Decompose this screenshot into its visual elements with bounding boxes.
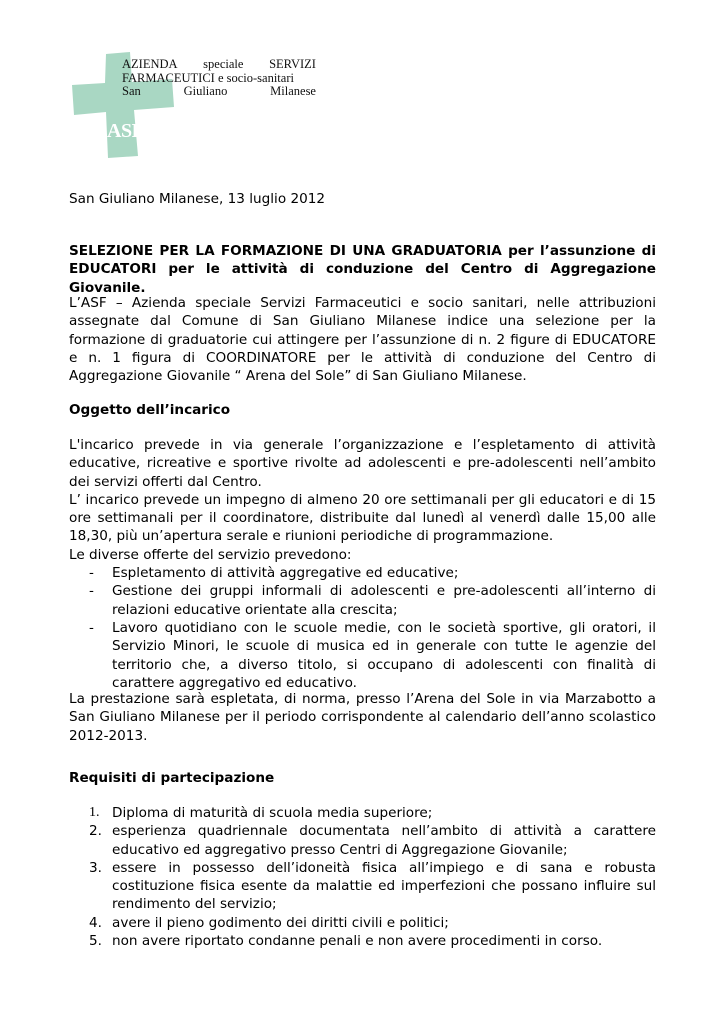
title-bold-part: SELEZIONE PER LA FORMAZIONE DI UNA GRADUATORIA [69,243,502,259]
list-number: 3. [89,859,102,876]
letterhead-line3: San Giuliano Milanese [122,84,316,98]
title-rest: per l’assunzione di EDUCATORI per le attività di conduzione del Centro di Aggregazione Giovanile. [69,243,656,296]
letterhead-text [122,58,316,99]
section2-heading: Requisiti di partecipazione [69,770,275,786]
list-item: 1. Diploma di maturità di scuola media superiore; [89,805,433,821]
bullet-dash: - [89,619,94,636]
list-item: 3. essere in possesso dell’idoneità fisica all’impiego e di sana e robusta costituzione fisica esente da malattie ed imperfezioni che possano influire sul rendimento del servizio; [89,859,656,913]
letterhead-line2: FARMACEUTICI e socio-sanitari [122,70,294,85]
list-item: - Espletamento di attività aggregative ed educative; [89,565,459,582]
bullet-dash: - [89,565,94,582]
list-number: 1. [89,805,100,820]
logo-asf-text: ASF [107,120,144,142]
bullet-dash: - [89,583,94,600]
letterhead-logo [72,52,316,160]
letterhead-line1: AZIENDA speciale SERVIZI [122,57,316,71]
section1-heading: Oggetto dell’incarico [69,402,231,418]
section1-body [69,436,656,692]
list-number: 4. [89,914,102,931]
list-item: - Gestione dei gruppi informali di adolescenti e pre-adolescenti all’interno di relazioni educative orientate alla crescita; [89,583,656,618]
list-number: 5. [89,933,102,950]
list-item: 2. esperienza quadriennale documentata nell’ambito di attività a carattere educativo ed aggregativo presso Centri di Aggregazione Giovanile; [89,823,656,858]
list-item: - Lavoro quotidiano con le scuole medie, con le società sportive, gli oratori, il Servizio Minori, le scuole di musica ed in generale con tutte le agenzie del territorio che, a diverso titolo, si occupano di adolescenti con finalità di carattere aggregativo ed educativo. [89,619,656,691]
list-number: 2. [89,823,102,840]
intro-paragraph: L’ASF – Azienda speciale Servizi Farmaceutici e socio sanitari, nelle attribuzioni assegnate dal Comune di San Giuliano Milanese indice una selezione per la formazione di graduatorie cui attingere per l’assunzione di n. 2 figure di EDUCATORE e n. 1 figura di COORDINATORE per le attività di conduzione del Centro di Aggregazione Giovanile “ Arena del Sole” di San Giuliano Milanese. [69,295,656,385]
location-paragraph: La prestazione sarà espletata, di norma, presso l’Arena del Sole in via Marzabotto a San Giuliano Milanese per il periodo corrispondente al calendario dell’anno scolastico 2012-2013. [69,691,656,744]
section1-paragraph: L'incarico prevede in via generale l’organizzazione e l’espletamento di attività educative, ricreative e sportive rivolte ad adolescenti e pre-adolescenti nell’ambito dei servizi offerti dal Centro. [69,437,656,490]
section1-paragraph: L’ incarico prevede un impegno di almeno 20 ore settimanali per gli educatori e di 15 ore settimanali per il coordinatore, distribuite dal lunedì al venerdì dalle 15,00 alle 18,30, più un’apertura serale e riunioni periodiche di programmazione. [69,491,656,545]
document-title [69,242,656,297]
date-line: San Giuliano Milanese, 13 luglio 2012 [69,191,326,207]
list-item: 4. avere il pieno godimento dei diritti civili e politici; [89,914,449,931]
list-item: 5. non avere riportato condanne penali e non avere procedimenti in corso. [89,933,603,950]
requirements-list [69,804,656,950]
section1-paragraph: Le diverse offerte del servizio prevedono: [69,546,352,563]
